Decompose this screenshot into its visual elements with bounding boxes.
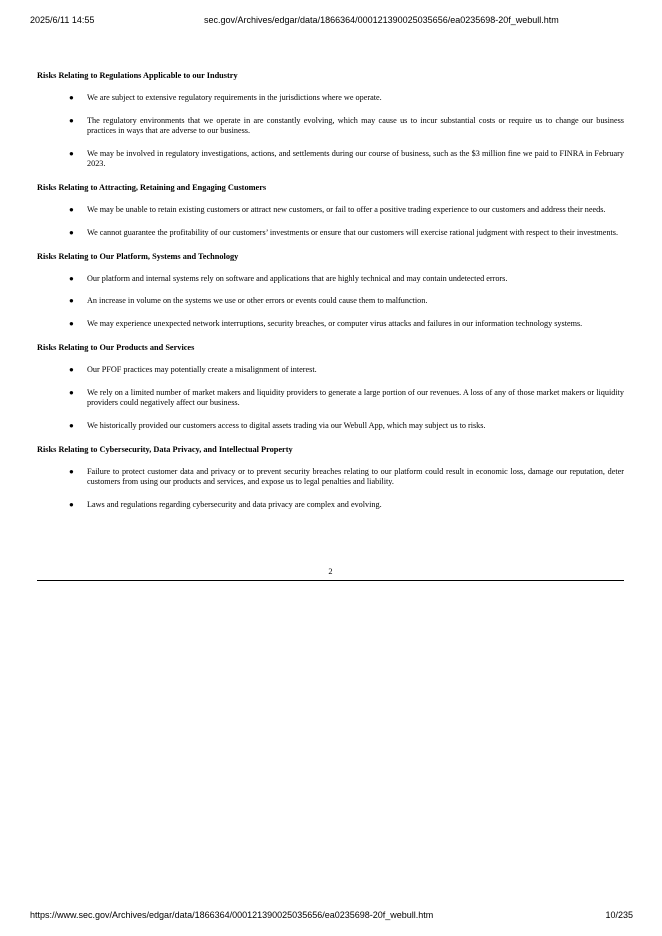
list-item — [37, 467, 624, 488]
bullet-icon: ● — [69, 420, 74, 430]
section-heading: Risks Relating to Attracting, Retaining and Engaging Customers — [37, 182, 267, 192]
bullet-list — [37, 93, 624, 169]
list-item-text: Laws and regulations regarding cybersecurity and data privacy are complex and evolving. — [87, 499, 382, 509]
document-body — [37, 70, 624, 523]
bullet-icon: ● — [69, 466, 74, 476]
list-item-text: We may be involved in regulatory investigations, actions, and settlements during our course of business, such as the $3 million fine we paid to FINRA in February 2023. — [87, 148, 624, 169]
print-footer — [0, 910, 662, 922]
list-item — [37, 388, 624, 409]
list-item — [37, 228, 624, 238]
list-item — [37, 116, 624, 137]
list-item — [37, 365, 624, 375]
list-item-text: We rely on a limited number of market makers and liquidity providers to generate a large portion of our revenues. A loss of any of those market makers or liquidity providers could negatively affect our business. — [87, 387, 624, 408]
list-item-text: We are subject to extensive regulatory requirements in the jurisdictions where we operate. — [87, 93, 382, 102]
list-item — [37, 296, 624, 306]
section-heading: Risks Relating to Our Products and Services — [37, 342, 195, 352]
print-datetime: 2025/6/11 14:55 — [30, 15, 95, 25]
list-item-text: We historically provided our customers access to digital assets trading via our Webull App, which may subject us to risks. — [87, 420, 486, 430]
section-heading: Risks Relating to Cybersecurity, Data Privacy, and Intellectual Property — [37, 444, 293, 454]
bullet-icon: ● — [69, 273, 74, 283]
list-item — [37, 93, 624, 103]
bullet-icon: ● — [69, 499, 74, 509]
bullet-icon: ● — [69, 364, 74, 374]
bullet-icon: ● — [69, 387, 74, 397]
section-regulations — [37, 70, 624, 169]
bullet-list — [37, 365, 624, 431]
bullet-icon: ● — [69, 319, 74, 329]
print-header — [0, 15, 662, 27]
bullet-icon: ● — [69, 296, 74, 306]
list-item-text: Our PFOF practices may potentially create a misalignment of interest. — [87, 364, 317, 374]
section-platform — [37, 251, 624, 330]
bullet-icon: ● — [69, 227, 74, 237]
page-divider — [37, 580, 624, 581]
list-item — [37, 274, 624, 284]
print-url: sec.gov/Archives/edgar/data/1866364/000121390025035656/ea0235698-20f_webull.htm — [204, 15, 559, 25]
section-heading: Risks Relating to Our Platform, Systems and Technology — [37, 251, 239, 261]
section-products — [37, 342, 624, 431]
list-item — [37, 421, 624, 431]
list-item-text: We cannot guarantee the profitability of our customers’ investments or ensure that our customers will exercise rational judgment with respect to their investments. — [87, 227, 618, 237]
bullet-icon: ● — [69, 93, 74, 102]
list-item-text: An increase in volume on the systems we use or other errors or events could cause them to malfunction. — [87, 296, 428, 306]
bullet-list — [37, 467, 624, 510]
bullet-list — [37, 205, 624, 238]
list-item — [37, 319, 624, 329]
section-customers — [37, 182, 624, 238]
list-item — [37, 149, 624, 170]
list-item-text: We may be unable to retain existing customers or attract new customers, or fail to offer a positive trading experience to our customers and address their needs. — [87, 204, 606, 214]
bullet-icon: ● — [69, 204, 74, 214]
bullet-list — [37, 274, 624, 330]
list-item-text: Failure to protect customer data and privacy or to prevent security breaches relating to our platform could result in economic loss, damage our reputation, deter customers from using our products and services, and expose us to legal penalties and liability. — [87, 466, 624, 486]
list-item — [37, 500, 624, 510]
list-item-text: We may experience unexpected network interruptions, security breaches, or computer virus attacks and failures in our information technology systems. — [87, 319, 583, 329]
list-item-text: Our platform and internal systems rely on software and applications that are highly technical and may contain undetected errors. — [87, 273, 508, 283]
bullet-icon: ● — [69, 148, 74, 158]
list-item-text: The regulatory environments that we operate in are constantly evolving, which may cause us to incur substantial costs or require us to change our business practices in ways that are adverse to our business. — [87, 115, 624, 136]
section-cybersecurity — [37, 444, 624, 510]
list-item — [37, 205, 624, 215]
bullet-icon: ● — [69, 115, 74, 125]
footer-url-link[interactable]: https://www.sec.gov/Archives/edgar/data/1866364/000121390025035656/ea0235698-20f_webull.htm — [30, 910, 434, 920]
footer-page-count: 10/235 — [605, 910, 633, 920]
section-heading: Risks Relating to Regulations Applicable to our Industry — [37, 71, 238, 80]
page-number: 2 — [328, 567, 333, 576]
